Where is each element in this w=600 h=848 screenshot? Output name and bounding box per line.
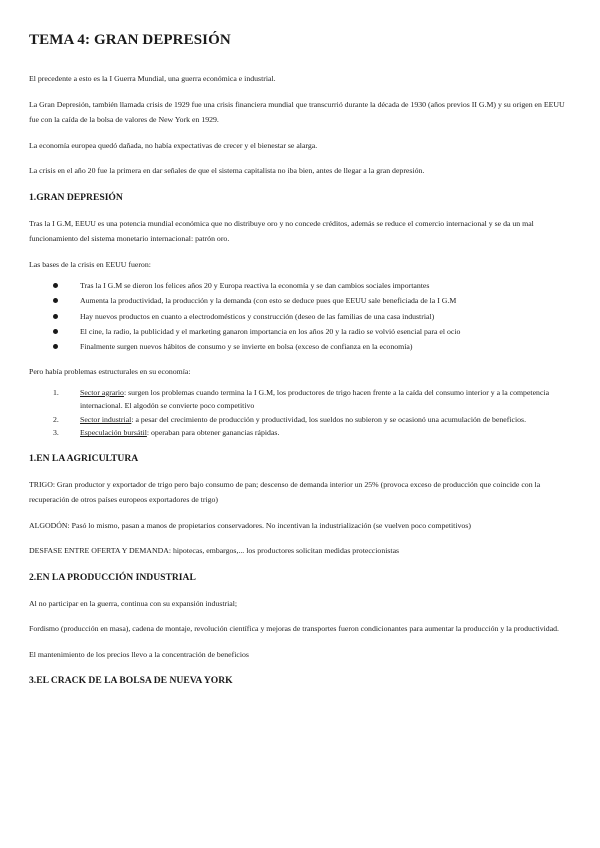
ind-paragraph-2: Fordismo (producción en masa), cadena de montaje, revolución científica y mejoras de transportes fueron condicionantes para aumentar la producción y la productividad. xyxy=(29,624,559,634)
intro-paragraph-4: La crisis en el año 20 fue la primera en dar señales de que el sistema capitalista no iba bien, antes de llegar a la gran depresión. xyxy=(29,166,425,175)
intro-paragraph-2: La Gran Depresión, también llamada crisis de 1929 fue una crisis financiera mundial que transcurrió durante la década de 1930 (años previos II G.M) y su origen en EEUU fue con la caída de la bolsa de valores de New York en 1929. xyxy=(29,99,565,124)
intro-paragraph-3: La economía europea quedó dañada, no había expectativas de crecer y el bienestar se alarga. xyxy=(29,140,318,150)
agri-paragraph-trigo: TRIGO: Gran productor y exportador de trigo pero bajo consumo de pan; descenso de demanda interior un 25% (provoca exceso de producción que coincide con la recuperación de otros países europeos exportadores de trigo) xyxy=(29,479,541,505)
section1-paragraph-1: Tras la I G.M, EEUU es una potencia mundial económica que no distribuye oro y no concede créditos, además se reduce el comercio internacional y se da un mal funcionamiento del sistema monetario internacional: patrón oro. xyxy=(29,218,534,243)
section-heading-agricultura: 1.EN LA AGRICULTURA xyxy=(29,452,139,464)
section-heading-crack-bolsa: 3.EL CRACK DE LA BOLSA DE NUEVA YORK xyxy=(29,675,233,687)
ind-paragraph-3: El mantenimiento de los precios llevo a la concentración de beneficios xyxy=(29,649,249,659)
term-especulacion-bursatil: Especulación bursátil xyxy=(80,428,147,438)
section-heading-produccion-industrial: 2.EN LA PRODUCCIÓN INDUSTRIAL xyxy=(29,571,196,583)
intro-paragraph-1: El precedente a esto es la I Guerra Mundial, una guerra económica e industrial. xyxy=(29,74,276,83)
agri-paragraph-algodon: ALGODÓN: Pasó lo mismo, pasan a manos de propietarios conservadores. No incentivan la industrialización (se vuelven poco competitivos) xyxy=(29,520,471,530)
list-item: Aumenta la productividad, la producción y la demanda (con esto se deduce pues que EEUU sale beneficiada de la I G.M xyxy=(53,293,570,308)
term-sector-agrario: Sector agrario xyxy=(80,387,124,397)
section-heading-gran-depresion: 1.GRAN DEPRESIÓN xyxy=(29,191,123,203)
section1-paragraph-3: Pero había problemas estructurales en su economía: xyxy=(29,367,191,377)
list-item: El cine, la radio, la publicidad y el marketing ganaron importancia en los años 20 y la radio se volvió esencial para el ocio xyxy=(53,324,570,339)
section1-paragraph-2: Las bases de la crisis en EEUU fueron: xyxy=(29,259,151,269)
agri-paragraph-desfase: DESFASE ENTRE OFERTA Y DEMANDA: hipotecas, embargos,... los productores solicitan medidas proteccionistas xyxy=(29,546,400,556)
document-title: TEMA 4: GRAN DEPRESIÓN xyxy=(29,32,231,48)
list-item: Finalmente surgen nuevos hábitos de consumo y se invierte en bolsa (exceso de confianza en la economía) xyxy=(53,339,570,354)
list-item: 1. Sector agrario: surgen los problemas cuando termina la I G.M, los productores de trigo hacen frente a la caída del consumo interior y a la competencia internacional. El algodón se convierte poco competitivo xyxy=(53,387,550,411)
list-item: Hay nuevos productos en cuanto a electrodomésticos y construcción (deseo de las familias de una casa industrial) xyxy=(53,309,570,324)
structural-problems-list xyxy=(29,386,570,440)
crisis-bases-list xyxy=(29,278,570,354)
list-item: 2. Sector industrial: a pesar del crecimiento de producción y productividad, los sueldos no subieron y se ocasionó una acumulación de beneficios. xyxy=(53,414,527,424)
ind-paragraph-1: Al no participar en la guerra, continua con su expansión industrial; xyxy=(29,598,238,608)
list-item: 3. Especulación bursátil: operaban para obtener ganancias rápidas. xyxy=(53,428,280,438)
term-sector-industrial: Sector industrial xyxy=(80,414,132,424)
list-item: Tras la I G.M se dieron los felices años 20 y Europa reactiva la economía y se dan cambios sociales importantes xyxy=(53,278,570,293)
